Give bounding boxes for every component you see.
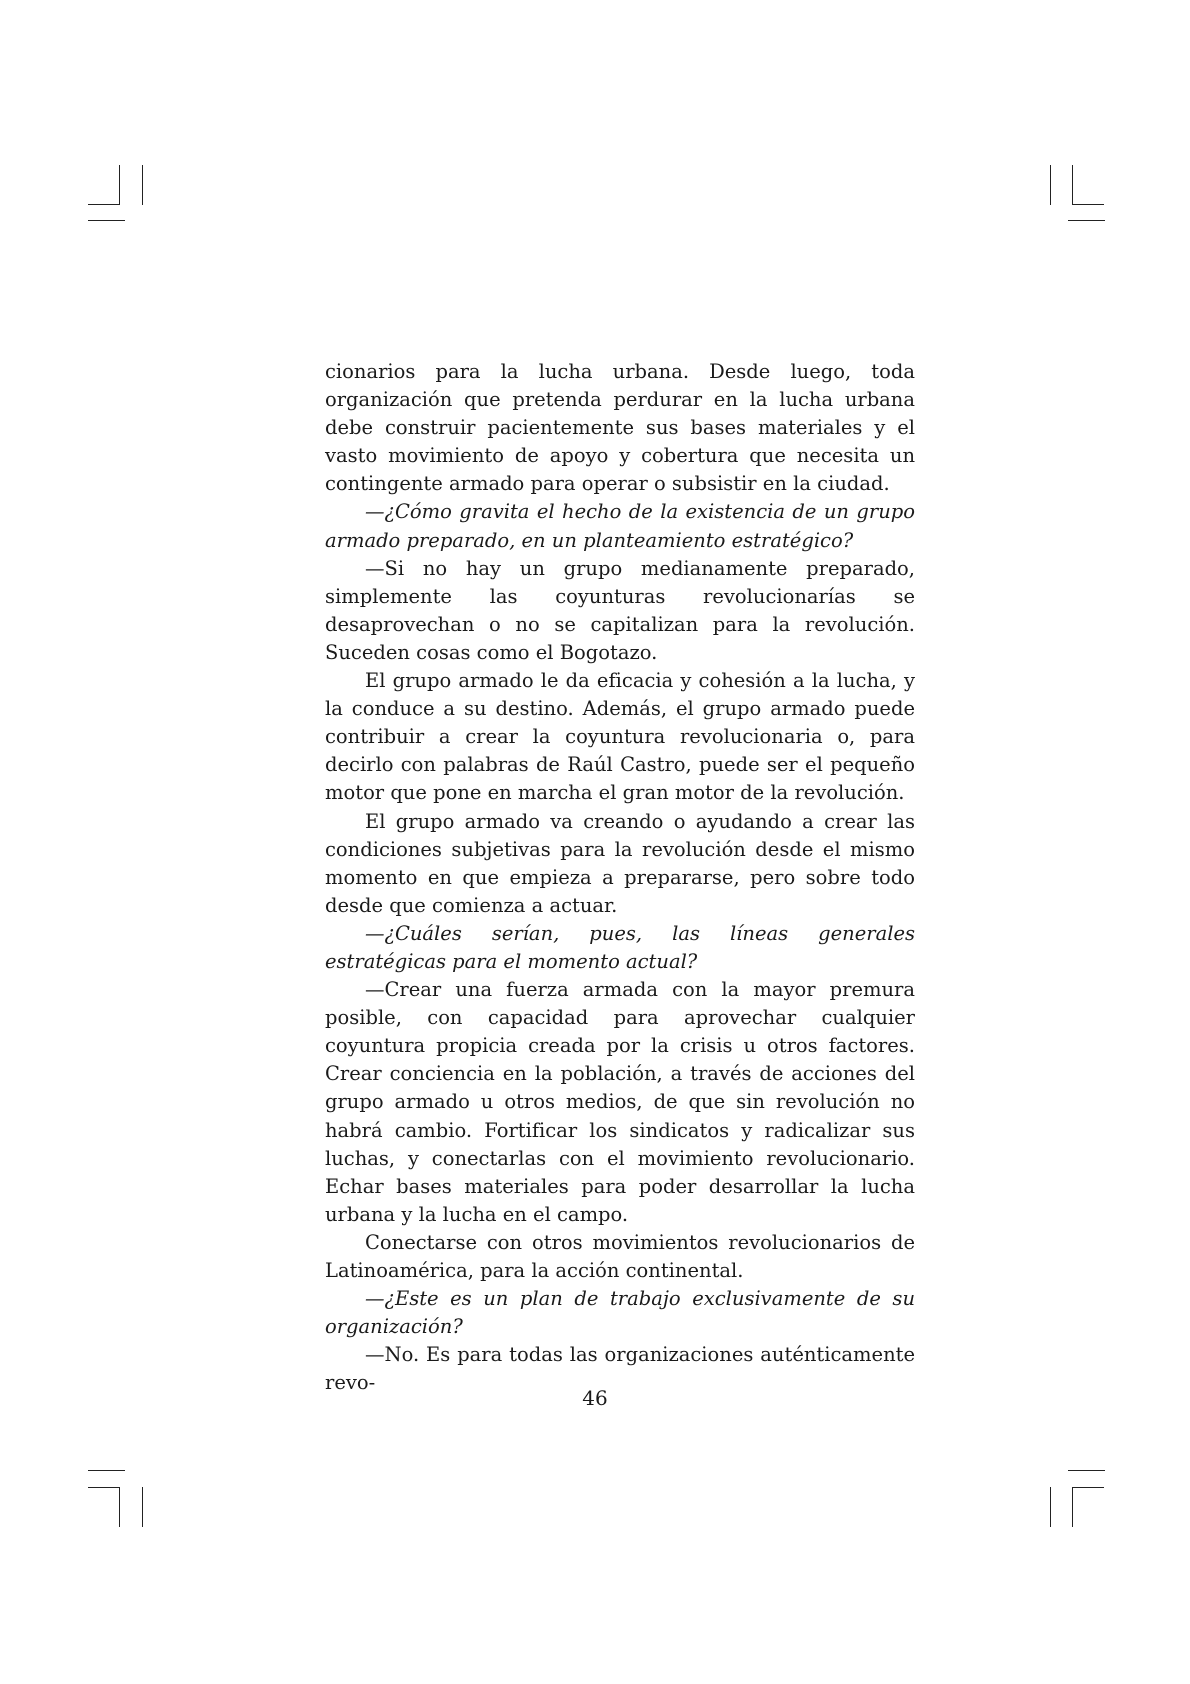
interview-answer: —No. Es para todas las organizaciones auténticamente revo-: [325, 1343, 915, 1395]
page-number: 46: [582, 1386, 608, 1410]
crop-mark: [1050, 1487, 1051, 1527]
crop-mark: [1072, 165, 1073, 205]
crop-mark: [1072, 1487, 1104, 1488]
body-text: [325, 358, 915, 1397]
crop-mark: [1068, 1470, 1105, 1471]
crop-mark: [1050, 165, 1051, 205]
crop-mark: [142, 1487, 143, 1527]
crop-mark: [88, 204, 120, 205]
paragraph: El grupo armado le da eficacia y cohesión a la lucha, y la conduce a su destino. Además, el grupo armado puede contribuir a crear la coyuntura revolucionaria o, para decirlo con palabras de Raúl Castro, puede ser el pequeño motor que pone en marcha el gran motor de la revolución.: [325, 669, 915, 805]
crop-mark: [88, 1487, 120, 1488]
interview-answer: —Si no hay un grupo medianamente preparado, simplemente las coyunturas revolucionarías se desaprovechan o no se capitalizan para la revolución. Suceden cosas como el Bogotazo.: [325, 556, 915, 664]
interview-question: —¿Este es un plan de trabajo exclusivamente de su organización?: [325, 1287, 915, 1339]
crop-mark: [1072, 204, 1104, 205]
crop-mark: [142, 165, 143, 205]
crop-mark: [119, 165, 120, 205]
crop-mark: [88, 220, 125, 221]
paragraph: El grupo armado va creando o ayudando a crear las condiciones subjetivas para la revolución desde el mismo momento en que empieza a prepararse, pero sobre todo desde que comienza a actuar.: [325, 809, 915, 917]
paragraph: cionarios para la lucha urbana. Desde luego, toda organización que pretenda perdurar en la lucha urbana debe construir pacientemente sus bases materiales y el vasto movimiento de apoyo y cobertura que necesita un contingente armado para operar o subsistir en la ciudad.: [325, 360, 915, 496]
crop-mark: [1068, 220, 1105, 221]
crop-mark: [88, 1470, 125, 1471]
interview-question: —¿Cuáles serían, pues, las líneas generales estratégicas para el momento actual?: [325, 921, 915, 973]
crop-mark: [119, 1487, 120, 1527]
interview-question: —¿Cómo gravita el hecho de la existencia de un grupo armado preparado, en un planteamiento estratégico?: [325, 500, 915, 552]
interview-answer: —Crear una fuerza armada con la mayor premura posible, con capacidad para aprovechar cualquier coyuntura propicia creada por la crisis u otros factores. Crear conciencia en la población, a través de acciones del grupo armado u otros medios, de que sin revolución no habrá cambio. Fortificar los sindicatos y radicalizar sus luchas, y conectarlas con el movimiento revolucionario. Echar bases materiales para poder desarrollar la lucha urbana y la lucha en el campo.: [325, 978, 915, 1226]
paragraph: Conectarse con otros movimientos revolucionarios de Latinoamérica, para la acción continental.: [325, 1230, 915, 1282]
crop-mark: [1072, 1487, 1073, 1527]
